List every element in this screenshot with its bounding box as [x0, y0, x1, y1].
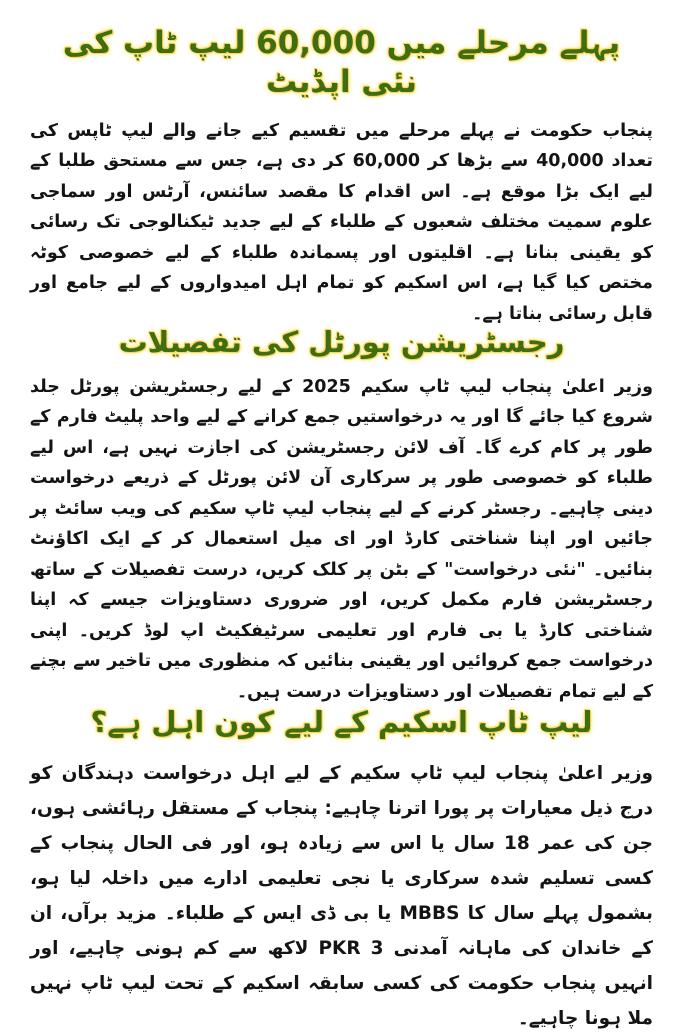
registration-heading: رجسٹریشن پورٹل کی تفصیلات [118, 324, 565, 359]
intro-paragraph: پنجاب حکومت نے پہلے مرحلے میں تقسیم کیے جانے والے لیپ ٹاپس کی تعداد 40,000 سے بڑھا کر 60,000 کر دی ہے، جس سے مستحق طلبا کے لیے ایک بڑا موقع ہے۔ اس اقدام کا مقصد سائنس، آرٹس اور سماجی علوم سمیت مختلف شعبوں کے طلباء کے لیے جدید ٹیکنالوجی تک رسائی کو یقینی بنانا ہے۔ اقلیتوں اور پسماندہ طلباء کے لیے خصوصی کوٹہ مختص کیا گیا ہے، اس اسکیم کو تمام اہل امیدواروں کے لیے جامع اور قابل رسائی بناتا ہے۔ [30, 120, 653, 324]
eligibility-paragraph: وزیر اعلیٰ پنجاب لیپ ٹاپ سکیم کے لیے اہل درخواست دہندگان کو درج ذیل معیارات پر پورا اترنا چاہیے: پنجاب کے مستقل رہائشی ہوں، جن کی عمر 18 سال یا اس سے زیادہ ہو، اور فی الحال پنجاب کے کسی تسلیم شدہ سرکاری یا نجی تعلیمی ادارے میں داخلہ لیا ہو، بشمول پہلے سال کا MBBS یا بی ڈی ایس کے طلباء۔ مزید برآں، ان کے خاندان کی ماہانہ آمدنی PKR 3 لاکھ سے کم ہونی چاہیے، اور انہیں پنجاب حکومت کی کسی سابقہ اسکیم کے تحت لیپ ٹاپ نہیں ملا ہونا چاہیے۔ [30, 763, 654, 1029]
registration-paragraph: وزیر اعلیٰ پنجاب لیپ ٹاپ سکیم 2025 کے لیے رجسٹریشن پورٹل جلد شروع کیا جائے گا اور یہ درخواستیں جمع کرانے کے لیے واحد پلیٹ فارم کے طور پر کام کرے گا۔ آف لائن رجسٹریشن کی اجازت نہیں ہے، اس لیے طلباء کو خصوصی طور پر سرکاری آن لائن پورٹل کے ذریعے درخواست دینی چاہیے۔ رجسٹر کرنے کے لیے پنجاب لیپ ٹاپ سکیم کی ویب سائٹ پر جائیں اور اپنا شناختی کارڈ اور ای میل استعمال کر کے ایک اکاؤنٹ بنائیں۔ "نئی درخواست" کے بٹن پر کلک کریں، درست تفصیلات کے ساتھ رجسٹریشن فارم مکمل کریں، اور ضروری دستاویزات جیسے کہ اپنا شناختی کارڈ یا بی فارم اور تعلیمی سرٹیفکیٹ اپ لوڈ کریں۔ اپنی درخواست جمع کروائیں اور یقینی بنائیں کہ منظوری میں تاخیر سے بچنے کے لیے تمام تفصیلات اور دستاویزات درست ہیں۔ [30, 376, 653, 702]
eligibility-heading: لیپ ٹاپ اسکیم کے لیے کون اہل ہے؟ [90, 704, 593, 739]
main-heading: پہلے مرحلے میں 60,000 لیپ ٹاپ کی نئی اپڈیٹ [62, 25, 621, 100]
